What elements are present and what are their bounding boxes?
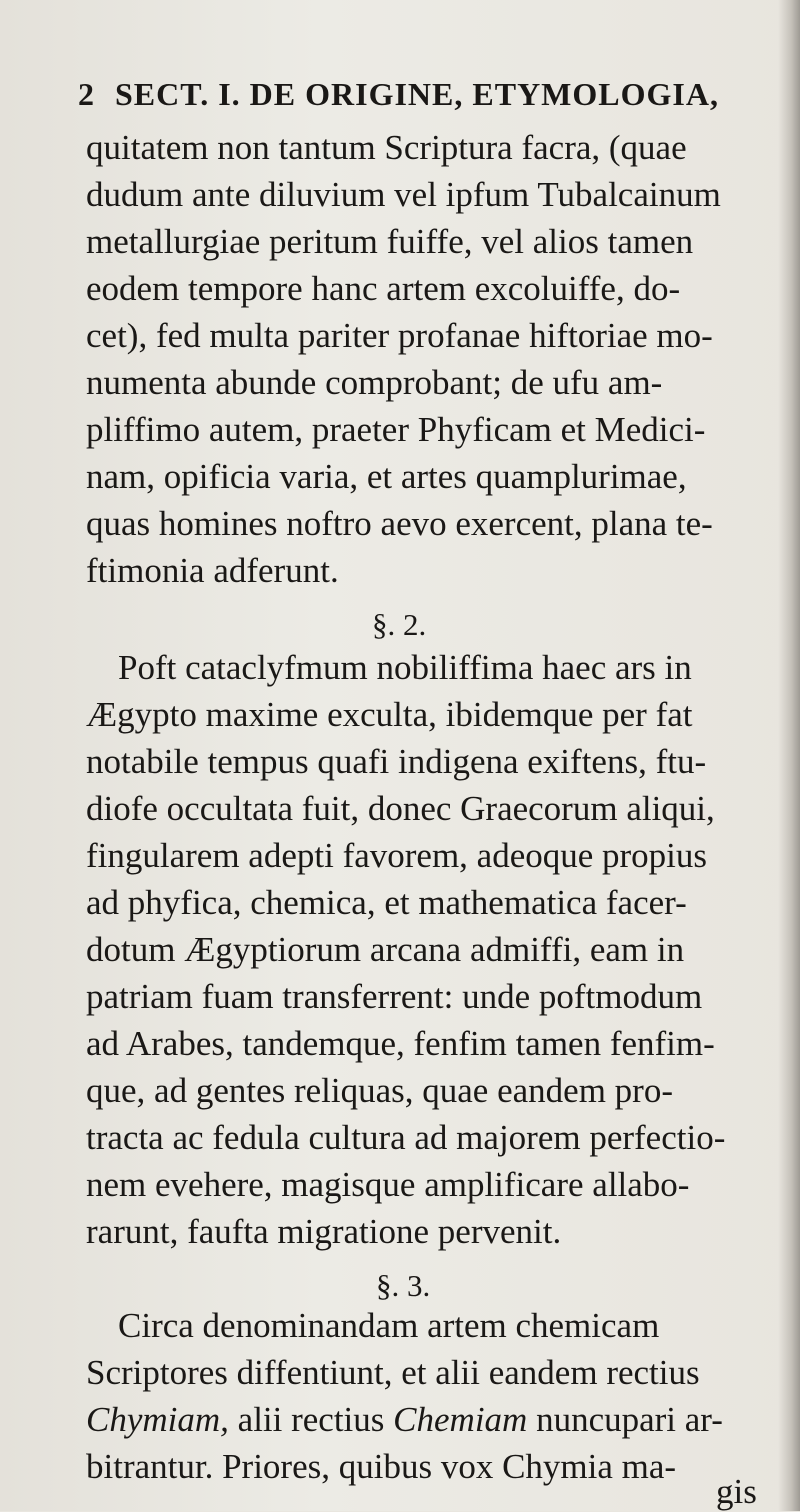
text-span: alii rectius: [228, 1400, 394, 1439]
text-line: ad phyfica, chemica, et mathematica facer-: [86, 883, 687, 922]
text-line: bitrantur. Priores, quibus vox Chymia ma-: [86, 1447, 677, 1486]
text-line: dudum ante diluvium vel ipfum Tubalcainum: [86, 175, 721, 214]
text-line: que, ad gentes reliquas, quae eandem pro-: [86, 1071, 673, 1110]
text-line: notabile tempus quafi indigena exiftens, ftu-: [86, 742, 707, 781]
text-line: nam, opificia varia, et artes quamplurimae,: [86, 457, 687, 496]
text-line-mixed: [86, 1398, 786, 1442]
page-number: 2: [78, 76, 95, 112]
italic-term: Chymiam,: [86, 1400, 229, 1439]
section-mark-3: §. 3.: [376, 1268, 431, 1303]
text-line: ftimonia adferunt.: [86, 551, 339, 590]
text-line: fingularem adepti favorem, adeoque propius: [86, 836, 708, 875]
text-line: Ægypto maxime exculta, ibidemque per fat: [86, 695, 693, 734]
text-line: Poft cataclyfmum nobiliffima haec ars in: [118, 648, 692, 687]
text-line: pliffimo autem, praeter Phyficam et Medici-: [86, 410, 706, 449]
running-title: SECT. I. DE ORIGINE, ETYMOLOGIA,: [115, 76, 719, 112]
text-line: ad Arabes, tandemque, fenfim tamen fenfim-: [86, 1024, 715, 1063]
text-line: cet), fed multa pariter profanae hiftoriae mo-: [86, 316, 713, 355]
text-line: nem evehere, magisque amplificare allabo-: [86, 1165, 690, 1204]
text-line: dotum Ægyptiorum arcana admiffi, eam in: [86, 930, 685, 969]
text-line: diofe occultata fuit, donec Graecorum aliqui,: [86, 789, 715, 828]
catchword: gis: [716, 1472, 757, 1511]
text-line: quas homines noftro aevo exercent, plana te-: [86, 504, 713, 543]
running-header: [78, 76, 768, 113]
text-line: Scriptores diffentiunt, et alii eandem rectius: [86, 1353, 700, 1392]
page-edge-shadow: [778, 0, 800, 1511]
text-line: quitatem non tantum Scriptura facra, (quae: [86, 128, 687, 167]
italic-term: Chemiam: [393, 1400, 528, 1439]
text-line: rarunt, faufta migratione pervenit.: [86, 1212, 562, 1251]
text-line: Circa denominandam artem chemicam: [118, 1306, 660, 1345]
text-line: numenta abunde comprobant; de ufu am-: [86, 363, 663, 402]
text-line: metallurgiae peritum fuiffe, vel alios tamen: [86, 222, 694, 261]
text-line: eodem tempore hanc artem excoluiffe, do-: [86, 269, 681, 308]
section-mark-2: §. 2.: [372, 607, 427, 642]
text-line: tracta ac fedula cultura ad majorem perfectio-: [86, 1118, 726, 1157]
text-span: nuncupari ar-: [527, 1400, 723, 1439]
text-line: patriam fuam transferrent: unde poftmodum: [86, 977, 703, 1016]
